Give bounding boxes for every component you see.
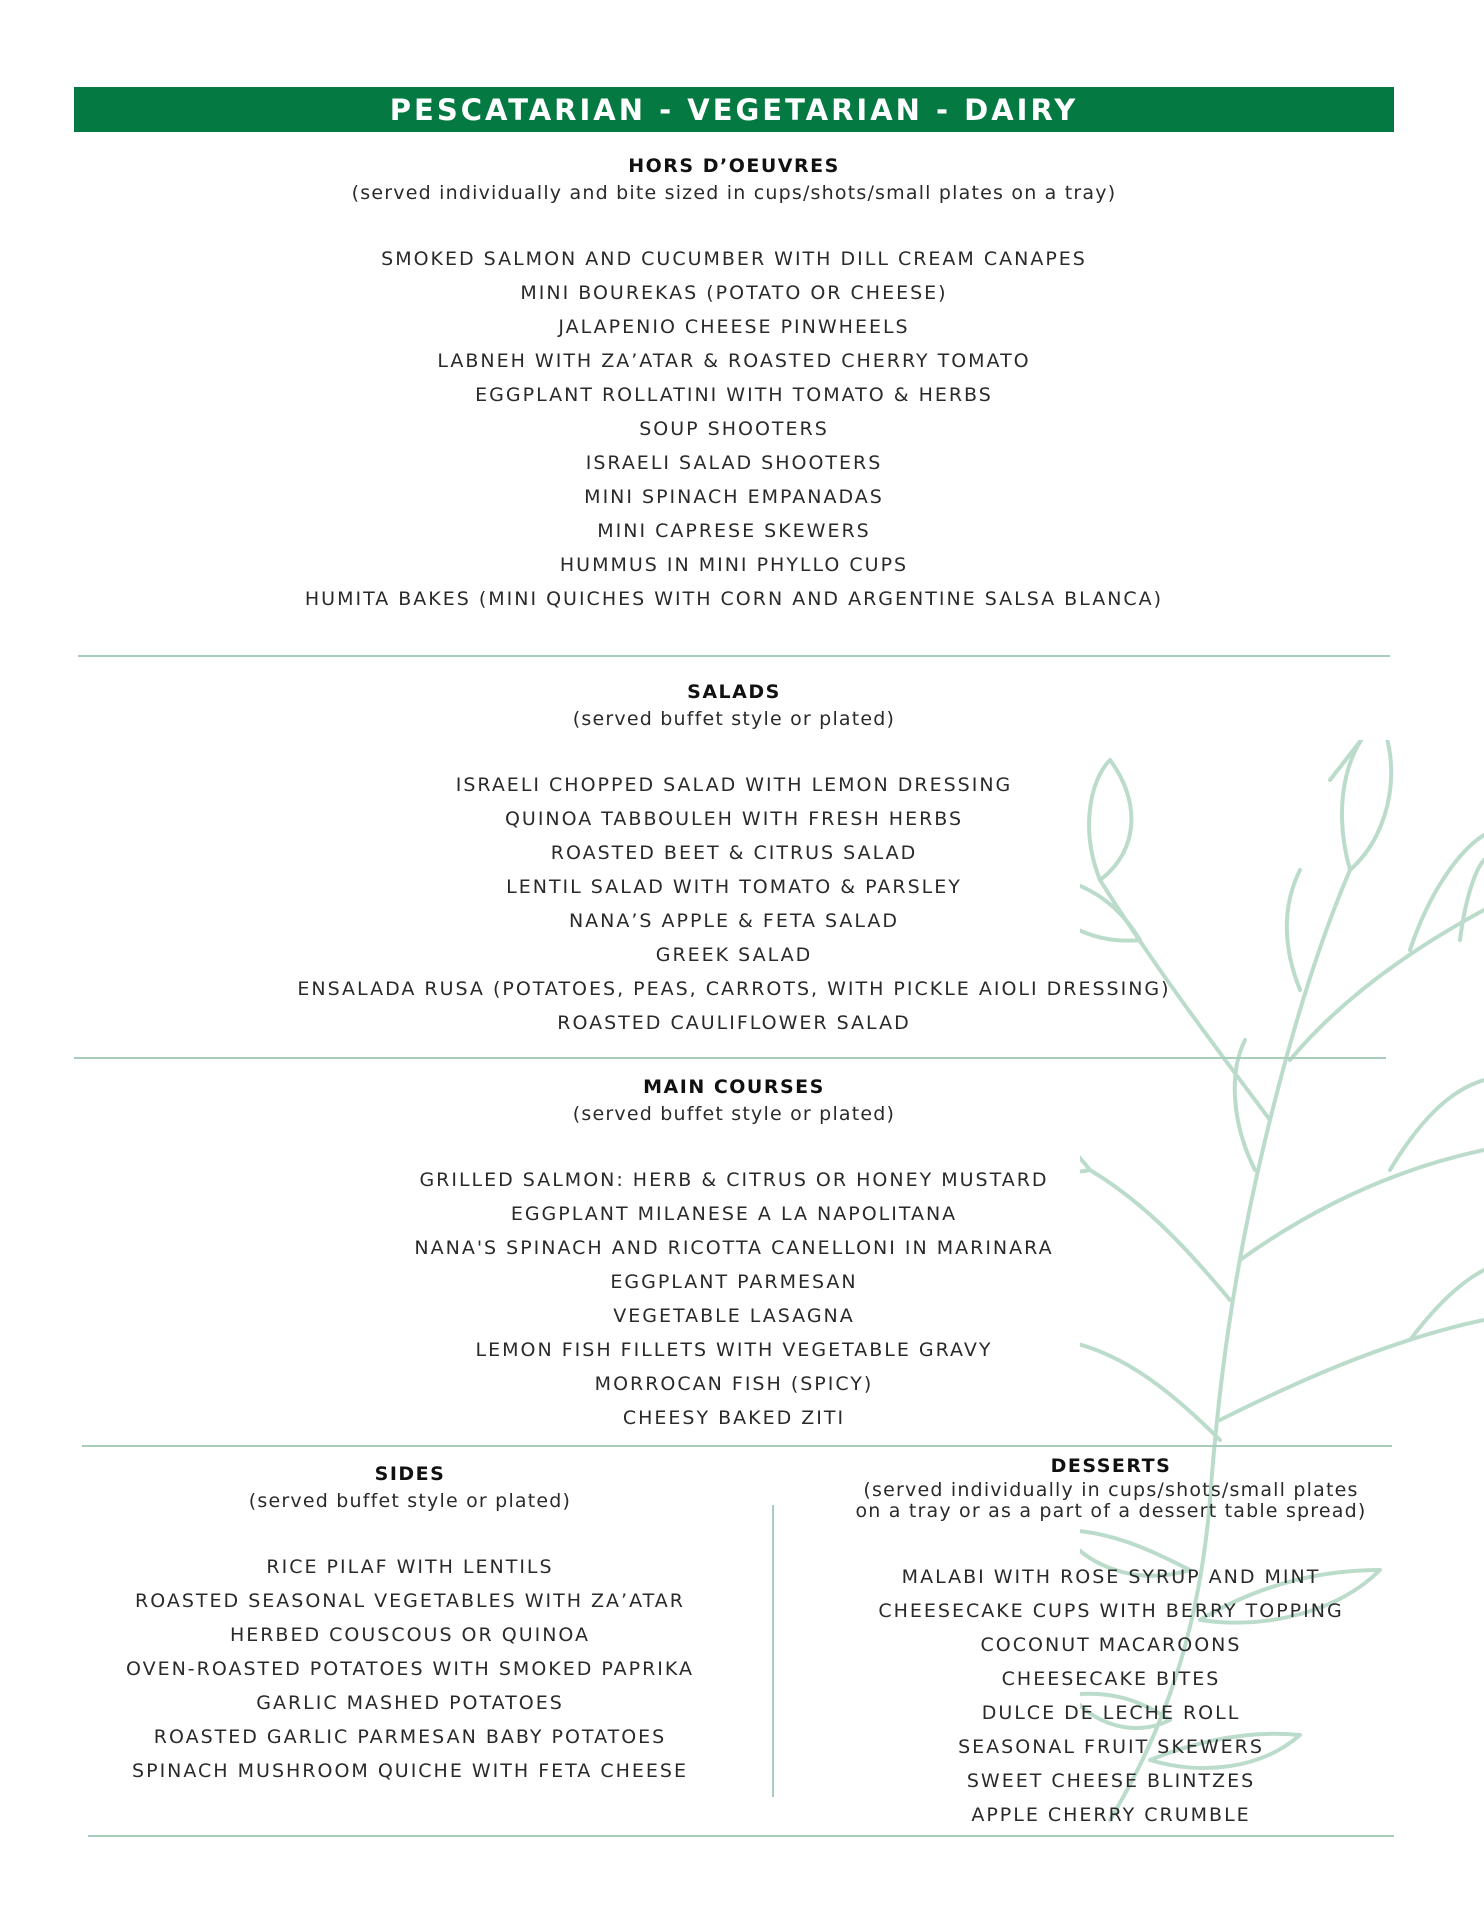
divider — [88, 1835, 1394, 1837]
list-item: HUMITA BAKES (MINI QUICHES WITH CORN AND ARGENTINE SALSA BLANCA) — [304, 588, 1164, 610]
main-courses-title: MAIN COURSES — [643, 1076, 825, 1098]
list-item: HERBED COUSCOUS OR QUINOA — [229, 1624, 591, 1646]
list-item: DULCE DE LECHE ROLL — [981, 1702, 1241, 1724]
desserts-subtitle — [806, 1480, 1416, 1522]
list-item: LENTIL SALAD WITH TOMATO & PARSLEY — [506, 876, 962, 898]
list-item: LABNEH WITH ZA’ATAR & ROASTED CHERRY TOMATO — [437, 350, 1031, 372]
salads-title: SALADS — [687, 681, 781, 703]
list-item: NANA'S SPINACH AND RICOTTA CANELLONI IN MARINARA — [414, 1237, 1054, 1259]
list-item: ROASTED BEET & CITRUS SALAD — [550, 842, 918, 864]
list-item: CHEESY BAKED ZITI — [622, 1407, 846, 1429]
list-item: EGGPLANT ROLLATINI WITH TOMATO & HERBS — [475, 384, 993, 406]
hors-doeuvres-section — [74, 152, 1394, 616]
list-item: MORROCAN FISH (SPICY) — [594, 1373, 874, 1395]
hors-doeuvres-subtitle: (served individually and bite sized in cups/shots/small plates on a tray) — [351, 182, 1117, 204]
desserts-section — [806, 1452, 1416, 1832]
sides-title: SIDES — [374, 1463, 446, 1485]
divider — [74, 1057, 1386, 1059]
list-item: ROASTED SEASONAL VEGETABLES WITH ZA’ATAR — [135, 1590, 685, 1612]
list-item: SEASONAL FRUIT SKEWERS — [958, 1736, 1264, 1758]
list-item: SPINACH MUSHROOM QUICHE WITH FETA CHEESE — [132, 1760, 688, 1782]
column-divider — [772, 1505, 774, 1797]
list-item: CHEESECAKE BITES — [1001, 1668, 1221, 1690]
page-title: PESCATARIAN - VEGETARIAN - DAIRY — [389, 92, 1079, 127]
list-item: SMOKED SALMON AND CUCUMBER WITH DILL CREAM CANAPES — [381, 248, 1087, 270]
list-item: JALAPENIO CHEESE PINWHEELS — [558, 316, 910, 338]
list-item: EGGPLANT MILANESE A LA NAPOLITANA — [510, 1203, 958, 1225]
sides-section — [80, 1460, 740, 1788]
list-item: OVEN-ROASTED POTATOES WITH SMOKED PAPRIKA — [125, 1658, 695, 1680]
list-item: ISRAELI CHOPPED SALAD WITH LEMON DRESSING — [455, 774, 1013, 796]
main-courses-section — [74, 1073, 1394, 1435]
list-item: ENSALADA RUSA (POTATOES, PEAS, CARROTS, WITH PICKLE AIOLI DRESSING) — [297, 978, 1171, 1000]
list-item: NANA’S APPLE & FETA SALAD — [568, 910, 900, 932]
main-courses-subtitle: (served buffet style or plated) — [572, 1103, 896, 1125]
divider — [78, 655, 1390, 657]
list-item: GREEK SALAD — [655, 944, 813, 966]
list-item: HUMMUS IN MINI PHYLLO CUPS — [559, 554, 909, 576]
salads-section — [74, 678, 1394, 1040]
desserts-title: DESSERTS — [1050, 1455, 1172, 1477]
sides-subtitle: (served buffet style or plated) — [248, 1490, 572, 1512]
list-item: SOUP SHOOTERS — [639, 418, 829, 440]
list-item: ROASTED CAULIFLOWER SALAD — [557, 1012, 911, 1034]
list-item: MINI CAPRESE SKEWERS — [597, 520, 871, 542]
list-item: VEGETABLE LASAGNA — [613, 1305, 855, 1327]
list-item: GARLIC MASHED POTATOES — [256, 1692, 564, 1714]
divider — [82, 1445, 1392, 1447]
desserts-subtitle-line: on a tray or as a part of a dessert table spread) — [855, 1500, 1367, 1522]
list-item: MINI SPINACH EMPANADAS — [584, 486, 884, 508]
list-item: MINI BOUREKAS (POTATO OR CHEESE) — [520, 282, 948, 304]
list-item: APPLE CHERRY CRUMBLE — [971, 1804, 1251, 1826]
list-item: ISRAELI SALAD SHOOTERS — [585, 452, 883, 474]
list-item: LEMON FISH FILLETS WITH VEGETABLE GRAVY — [475, 1339, 993, 1361]
list-item: RICE PILAF WITH LENTILS — [266, 1556, 554, 1578]
list-item: ROASTED GARLIC PARMESAN BABY POTATOES — [153, 1726, 667, 1748]
desserts-subtitle-line: (served individually in cups/shots/small plates — [863, 1479, 1359, 1501]
list-item: QUINOA TABBOULEH WITH FRESH HERBS — [504, 808, 964, 830]
page-title-banner — [74, 87, 1394, 132]
list-item: EGGPLANT PARMESAN — [610, 1271, 858, 1293]
list-item: GRILLED SALMON: HERB & CITRUS OR HONEY MUSTARD — [419, 1169, 1049, 1191]
list-item: MALABI WITH ROSE SYRUP AND MINT — [901, 1566, 1321, 1588]
hors-doeuvres-title: HORS D’OEUVRES — [628, 155, 840, 177]
list-item: COCONUT MACAROONS — [980, 1634, 1242, 1656]
list-item: SWEET CHEESE BLINTZES — [966, 1770, 1256, 1792]
list-item: CHEESECAKE CUPS WITH BERRY TOPPING — [878, 1600, 1344, 1622]
salads-subtitle: (served buffet style or plated) — [572, 708, 896, 730]
